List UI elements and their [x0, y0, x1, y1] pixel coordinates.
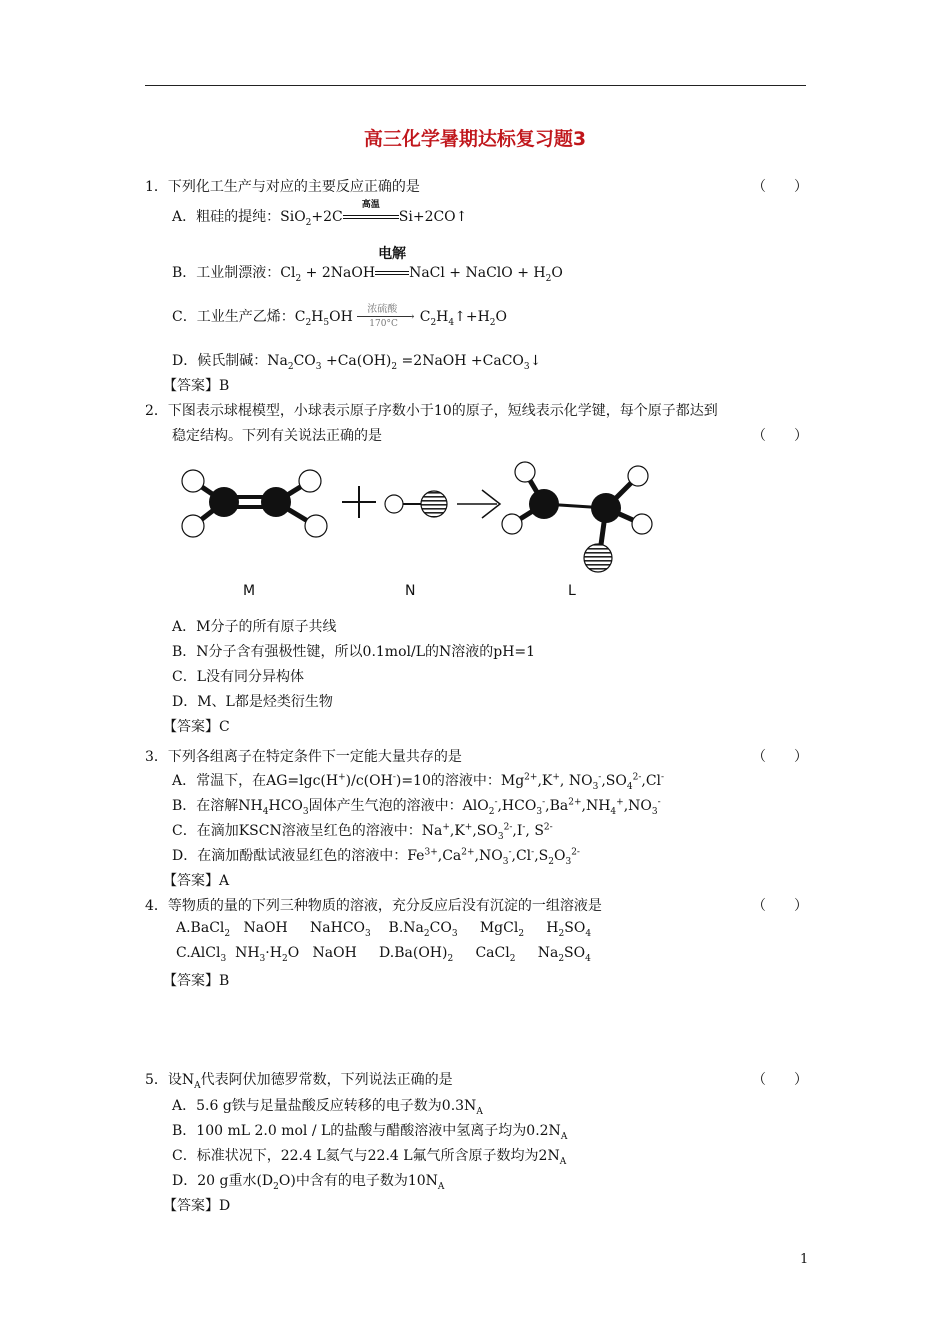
question-5-stem: 5．设$N_A$代表阿伏加德罗常数，下列说法正确的是: [145, 1072, 453, 1091]
q1-option-a-label: A．粗硅的提纯：: [172, 209, 281, 225]
hydrogen-atom: [385, 495, 403, 513]
q2-option-d: D．M、L都是烃类衍生物: [172, 694, 333, 710]
hydrogen-atom: [182, 470, 204, 492]
q5-answer: 【答案】D: [163, 1198, 231, 1214]
plus-sign: [342, 486, 376, 518]
hydrogen-atom: [182, 515, 204, 537]
hydrogen-atom: [632, 514, 652, 534]
q5-option-b: B．100 mL 2.0 mol / L的盐酸与醋酸溶液中氢离子均为$0.2N_A$: [172, 1123, 568, 1142]
q5-option-d: D．20 g重水$(D_2O)$中含有的电子数为$10N_A$: [172, 1173, 445, 1192]
q1-option-b: B．工业制漂液：$Cl_2$ + 2NaOH 电解 NaCl + NaClO + $H_2O$: [172, 262, 563, 282]
q2-option-a: A．M分子的所有原子共线: [172, 619, 337, 635]
q2-answer: 【答案】C: [163, 719, 230, 735]
header-rule: [145, 85, 806, 86]
hydrogen-atom: [305, 515, 327, 537]
q4-answer: 【答案】B: [163, 973, 230, 989]
q2-option-b: B．N分子含有强极性键，所以0.1mol/L的N溶液的pH=1: [172, 644, 536, 660]
q3-option-d: D．在滴加酚酞试液显红色的溶液中：$Fe^{3+},Ca^{2+},NO_3^-,Cl^-,S_2O_3^{2-}$: [172, 847, 580, 867]
q1-option-c: C．工业生产乙烯：$C_2H_5OH$ 浓硫酸 → 170°C $C_2H_4↑+H_2O$: [172, 302, 507, 332]
answer-paren-3: （ ）: [752, 749, 808, 765]
question-3-stem: 3．下列各组离子在特定条件下一定能大量共存的是: [145, 749, 462, 765]
q3-answer: 【答案】A: [163, 873, 230, 889]
q4-options-row2: C.AlCl$_3$ $NH_3\cdot H_2O$ NaOH $D.Ba(OH)_2$ CaCl$_2$ $Na_2SO_4$: [176, 945, 591, 964]
answer-paren-4: （ ）: [752, 898, 808, 914]
q5-option-c: C．标准状况下，22.4 L氦气与22.4 L氟气所含原子数均为$2N_A$: [172, 1148, 567, 1167]
answer-paren-5: （ ）: [752, 1072, 808, 1088]
carbon-atom: [209, 487, 239, 517]
q1-option-c-label: C．工业生产乙烯：: [172, 309, 295, 325]
question-2-stem-line1: 2．下图表示球棍模型，小球表示原子序数小于10的原子，短线表示化学键，每个原子都达到: [145, 403, 718, 419]
q1-c-arrow: 浓硫酸 → 170°C: [357, 302, 415, 332]
molecule-l: [502, 462, 652, 572]
answer-paren-1: （ ）: [752, 179, 808, 195]
page-title: 高三化学暑期达标复习题3: [363, 128, 587, 150]
answer-paren-2: （ ）: [752, 428, 808, 444]
molecule-n: [385, 491, 447, 517]
carbon-atom: [261, 487, 291, 517]
page-number: 1: [800, 1252, 809, 1267]
halogen-atom: [421, 491, 447, 517]
q1-option-d-label: D．候氏制碱：: [172, 353, 268, 369]
q2-option-c: C．L没有同分异构体: [172, 669, 305, 685]
q1-answer: 【答案】B: [163, 378, 230, 394]
question-1-stem: 1．下列化工生产与对应的主要反应正确的是: [145, 179, 420, 195]
reaction-arrow: [457, 490, 500, 518]
q1-a-condition: 高温: [361, 200, 380, 210]
question-2-stem-line2: 稳定结构。下列有关说法正确的是: [172, 428, 382, 444]
carbon-atom: [591, 493, 621, 523]
carbon-atom: [529, 489, 559, 519]
label-m: M: [243, 583, 256, 599]
hydrogen-atom: [628, 466, 648, 486]
q1-option-d: D．候氏制碱：$Na_2CO_3 +Ca(OH)_2$ =2NaOH +CaCO$_3$↓: [172, 353, 542, 372]
label-l: L: [568, 583, 576, 599]
label-n: N: [405, 583, 416, 599]
hydrogen-atom: [299, 470, 321, 492]
q1-option-b-label: B．工业制漂液：: [172, 265, 281, 281]
q1-b-condition: 电解: [378, 246, 407, 262]
ball-stick-model-figure: [172, 460, 672, 580]
q1-option-a: A．粗硅的提纯：SiO$_2$+2C 高温 Si+2CO↑: [172, 206, 467, 226]
q3-option-a: A．常温下，在AG=lgc(H+)/c(OH-)=10的溶液中：$Mg^{2+},K^+$, $NO_3^-,SO_4^{2-},Cl^-$: [172, 772, 665, 792]
q5-option-a: A．5.6 g铁与足量盐酸反应转移的电子数为$0.3N_A$: [172, 1098, 483, 1117]
question-4-stem: 4．等物质的量的下列三种物质的溶液，充分反应后没有沉淀的一组溶液是: [145, 898, 602, 914]
molecule-m: [182, 470, 327, 537]
q4-options-row1: A.BaCl$_2$ NaOH NaHCO$_3$ $B.Na_2CO_3$ MgCl$_2$ $H_2SO_4$: [176, 920, 592, 939]
q3-option-b: B．在溶解$NH_4HCO_3$固体产生气泡的溶液中：$AlO_2^-,HCO_3^-,Ba^{2+},NH_4^+,NO_3^-$: [172, 797, 661, 817]
halogen-atom: [584, 544, 612, 572]
hydrogen-atom: [515, 462, 535, 482]
q3-option-c: C．在滴加KSCN溶液呈红色的溶液中：$Na^+,K^+,SO_3^{2-},I^-$, $S^{2-}$: [172, 822, 553, 842]
hydrogen-atom: [502, 514, 522, 534]
